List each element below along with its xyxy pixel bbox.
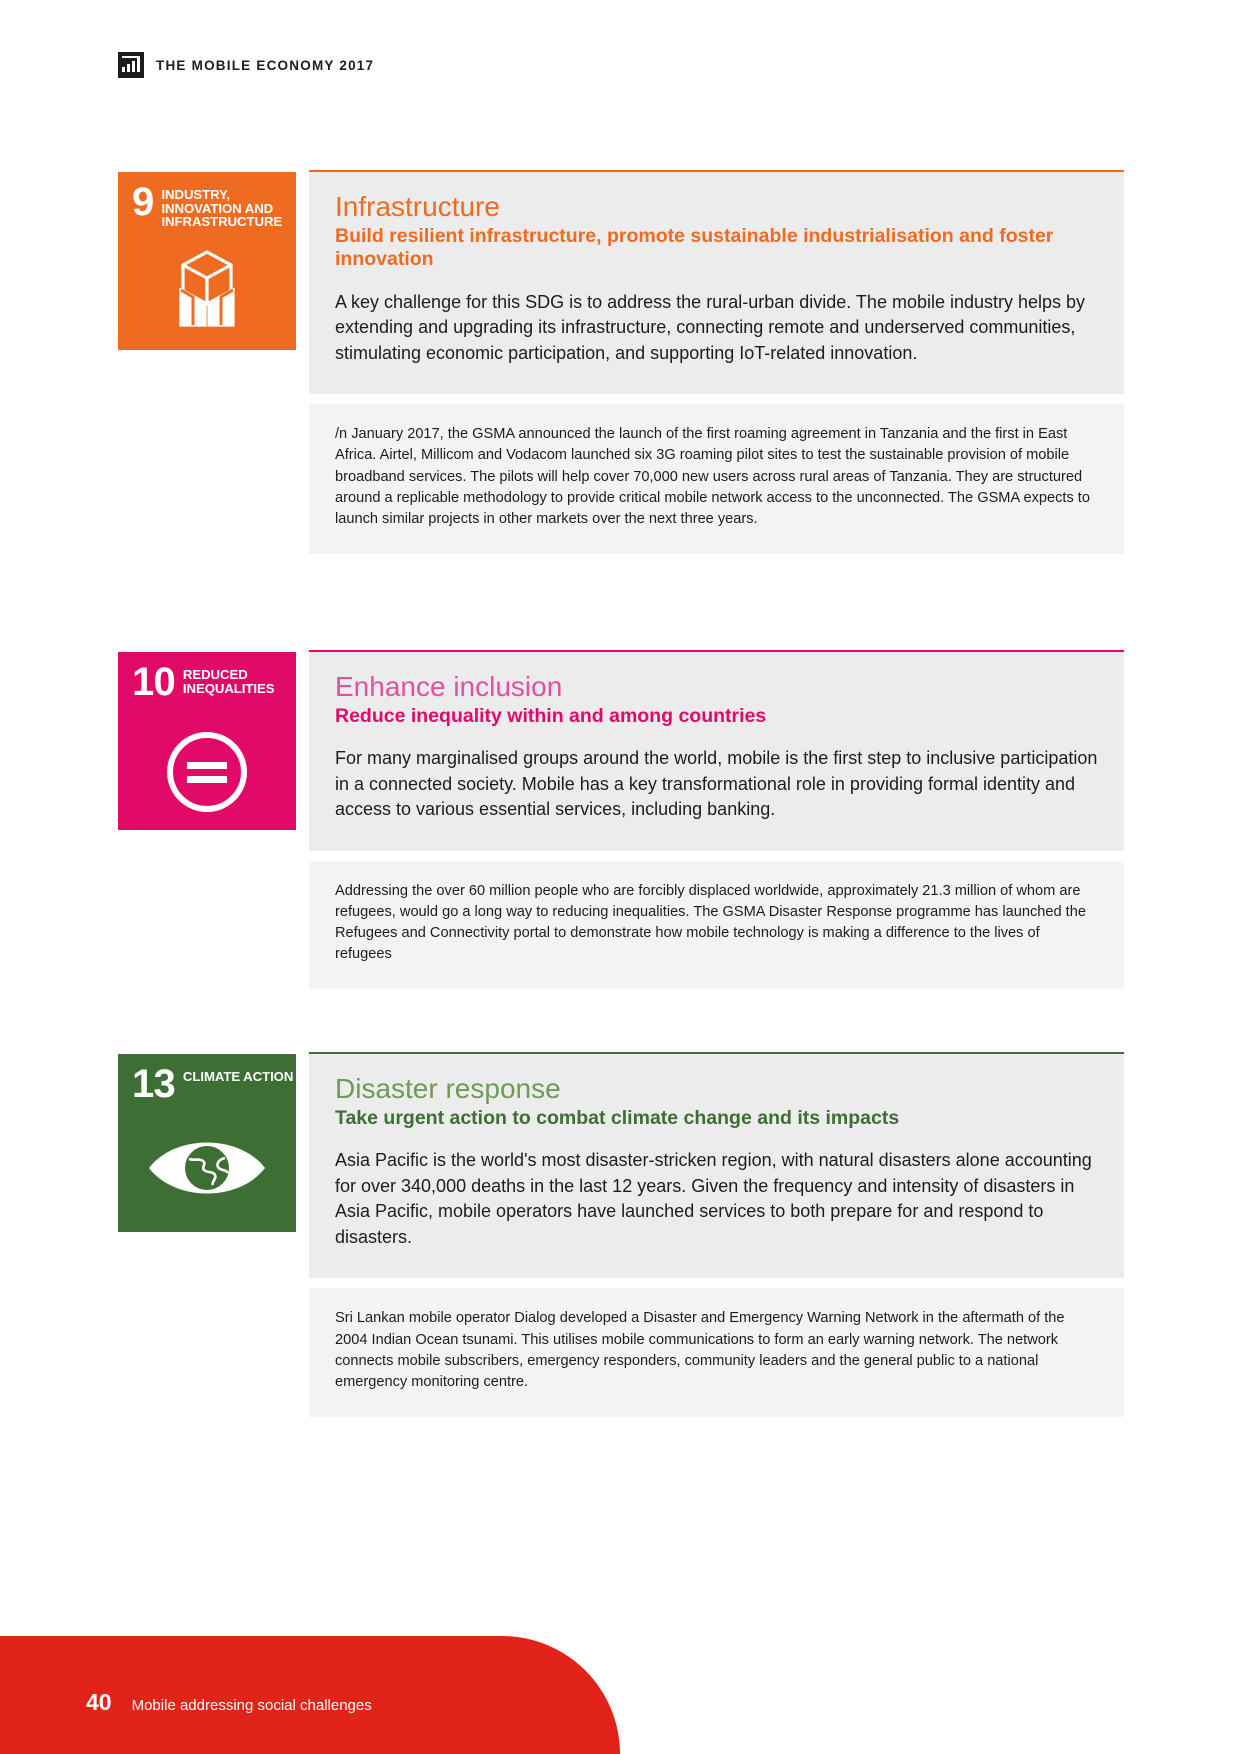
section-subtitle: Take urgent action to combat climate change and its impacts: [335, 1106, 900, 1129]
sdg-icon-label: CLIMATE ACTION: [182, 1069, 294, 1084]
section-note-text: Addressing the over 60 million people who are forcibly displaced worldwide, approximately 21.3 million of whom are refugees, would go a long way to reducing inequalities. The GSMA Disaster Response programme has launched the Refugees and Connectivity portal to demonstrate how mobile technology is making a difference to the lives of refugees: [335, 882, 1086, 963]
section-content: [309, 170, 1124, 554]
sdg-number: 10: [132, 660, 175, 704]
gsma-logo-icon: [118, 52, 144, 78]
section-title: Enhance inclusion: [335, 671, 563, 702]
section-title: Disaster response: [335, 1073, 561, 1104]
note-box: [309, 861, 1124, 990]
section-lead-text: A key challenge for this SDG is to address the rural-urban divide. The mobile industry helps by extending and upgrading its infrastructure, connecting remote and underserved communities, stimulating economic participation, and supporting IoT-related innovation.: [335, 291, 1086, 363]
section-subtitle: Reduce inequality within and among countries: [335, 704, 767, 727]
lead-box: [309, 170, 1124, 394]
eye-globe-icon: [118, 1128, 296, 1208]
section-rule: [309, 1052, 1124, 1054]
page-number: 40: [86, 1689, 112, 1715]
section-content: [309, 650, 1124, 989]
footer: [86, 1689, 372, 1716]
sdg-icon-tile-10: [118, 652, 296, 830]
note-box: [309, 404, 1124, 554]
header-title: THE MOBILE ECONOMY 2017: [156, 57, 375, 73]
section-lead-text: Asia Pacific is the world's most disaster-stricken region, with natural disasters alone accounting for over 340,000 deaths in the last 12 years. Given the frequency and intensity of disasters in Asia Pacific, mobile operators have launched services to both prepare for and respond to disasters.: [335, 1150, 1092, 1247]
note-box: [309, 1288, 1124, 1417]
section-note-text: Sri Lankan mobile operator Dialog developed a Disaster and Emergency Warning Network in the aftermath of the 2004 Indian Ocean tsunami. This utilises mobile communications to form an early warning network. The network connects mobile subscribers, emergency responders, community leaders and the general public to a national emergency monitoring centre.: [335, 1310, 1065, 1390]
sdg-section-10: [118, 650, 1124, 989]
sdg-section-9: [118, 170, 1124, 554]
sdg-icon-tile-13: [118, 1054, 296, 1232]
section-content: [309, 1052, 1124, 1417]
equals-circle-icon: [118, 726, 296, 818]
section-note-text: /n January 2017, the GSMA announced the launch of the first roaming agreement in Tanzania and the first in East Africa. Airtel, Millicom and Vodacom launched six 3G roaming pilot sites to test the sustainable provision of mobile broadband services. The pilots will help cover 70,000 new users across rural areas of Tanzania. They are structured around a replicable methodology to provide critical mobile network access to the unconnected. The GSMA expects to launch similar projects in other markets over the next three years.: [335, 426, 1090, 527]
sdg-icon-label: INDUSTRY, INNOVATION AND INFRASTRUCTURE: [161, 187, 283, 230]
page-header: [118, 52, 374, 78]
sdg-section-13: [118, 1052, 1124, 1417]
lead-box: [309, 1052, 1124, 1278]
sdg-number: 13: [132, 1062, 175, 1106]
footer-label: Mobile addressing social challenges: [131, 1697, 372, 1714]
section-title: Infrastructure: [335, 191, 500, 222]
sdg-icon-tile-9: [118, 172, 296, 350]
lead-box: [309, 650, 1124, 851]
sdg-number: 9: [132, 180, 154, 224]
section-subtitle: Build resilient infrastructure, promote sustainable industrialisation and foster innovation: [335, 224, 1054, 271]
cubes-icon: [118, 246, 296, 332]
section-rule: [309, 650, 1124, 652]
section-rule: [309, 170, 1124, 172]
sdg-icon-label: REDUCED INEQUALITIES: [182, 667, 275, 696]
section-lead-text: For many marginalised groups around the world, mobile is the first step to inclusive participation in a connected society. Mobile has a key transformational role in providing formal identity and access to various essential services, including banking.: [335, 748, 1098, 820]
